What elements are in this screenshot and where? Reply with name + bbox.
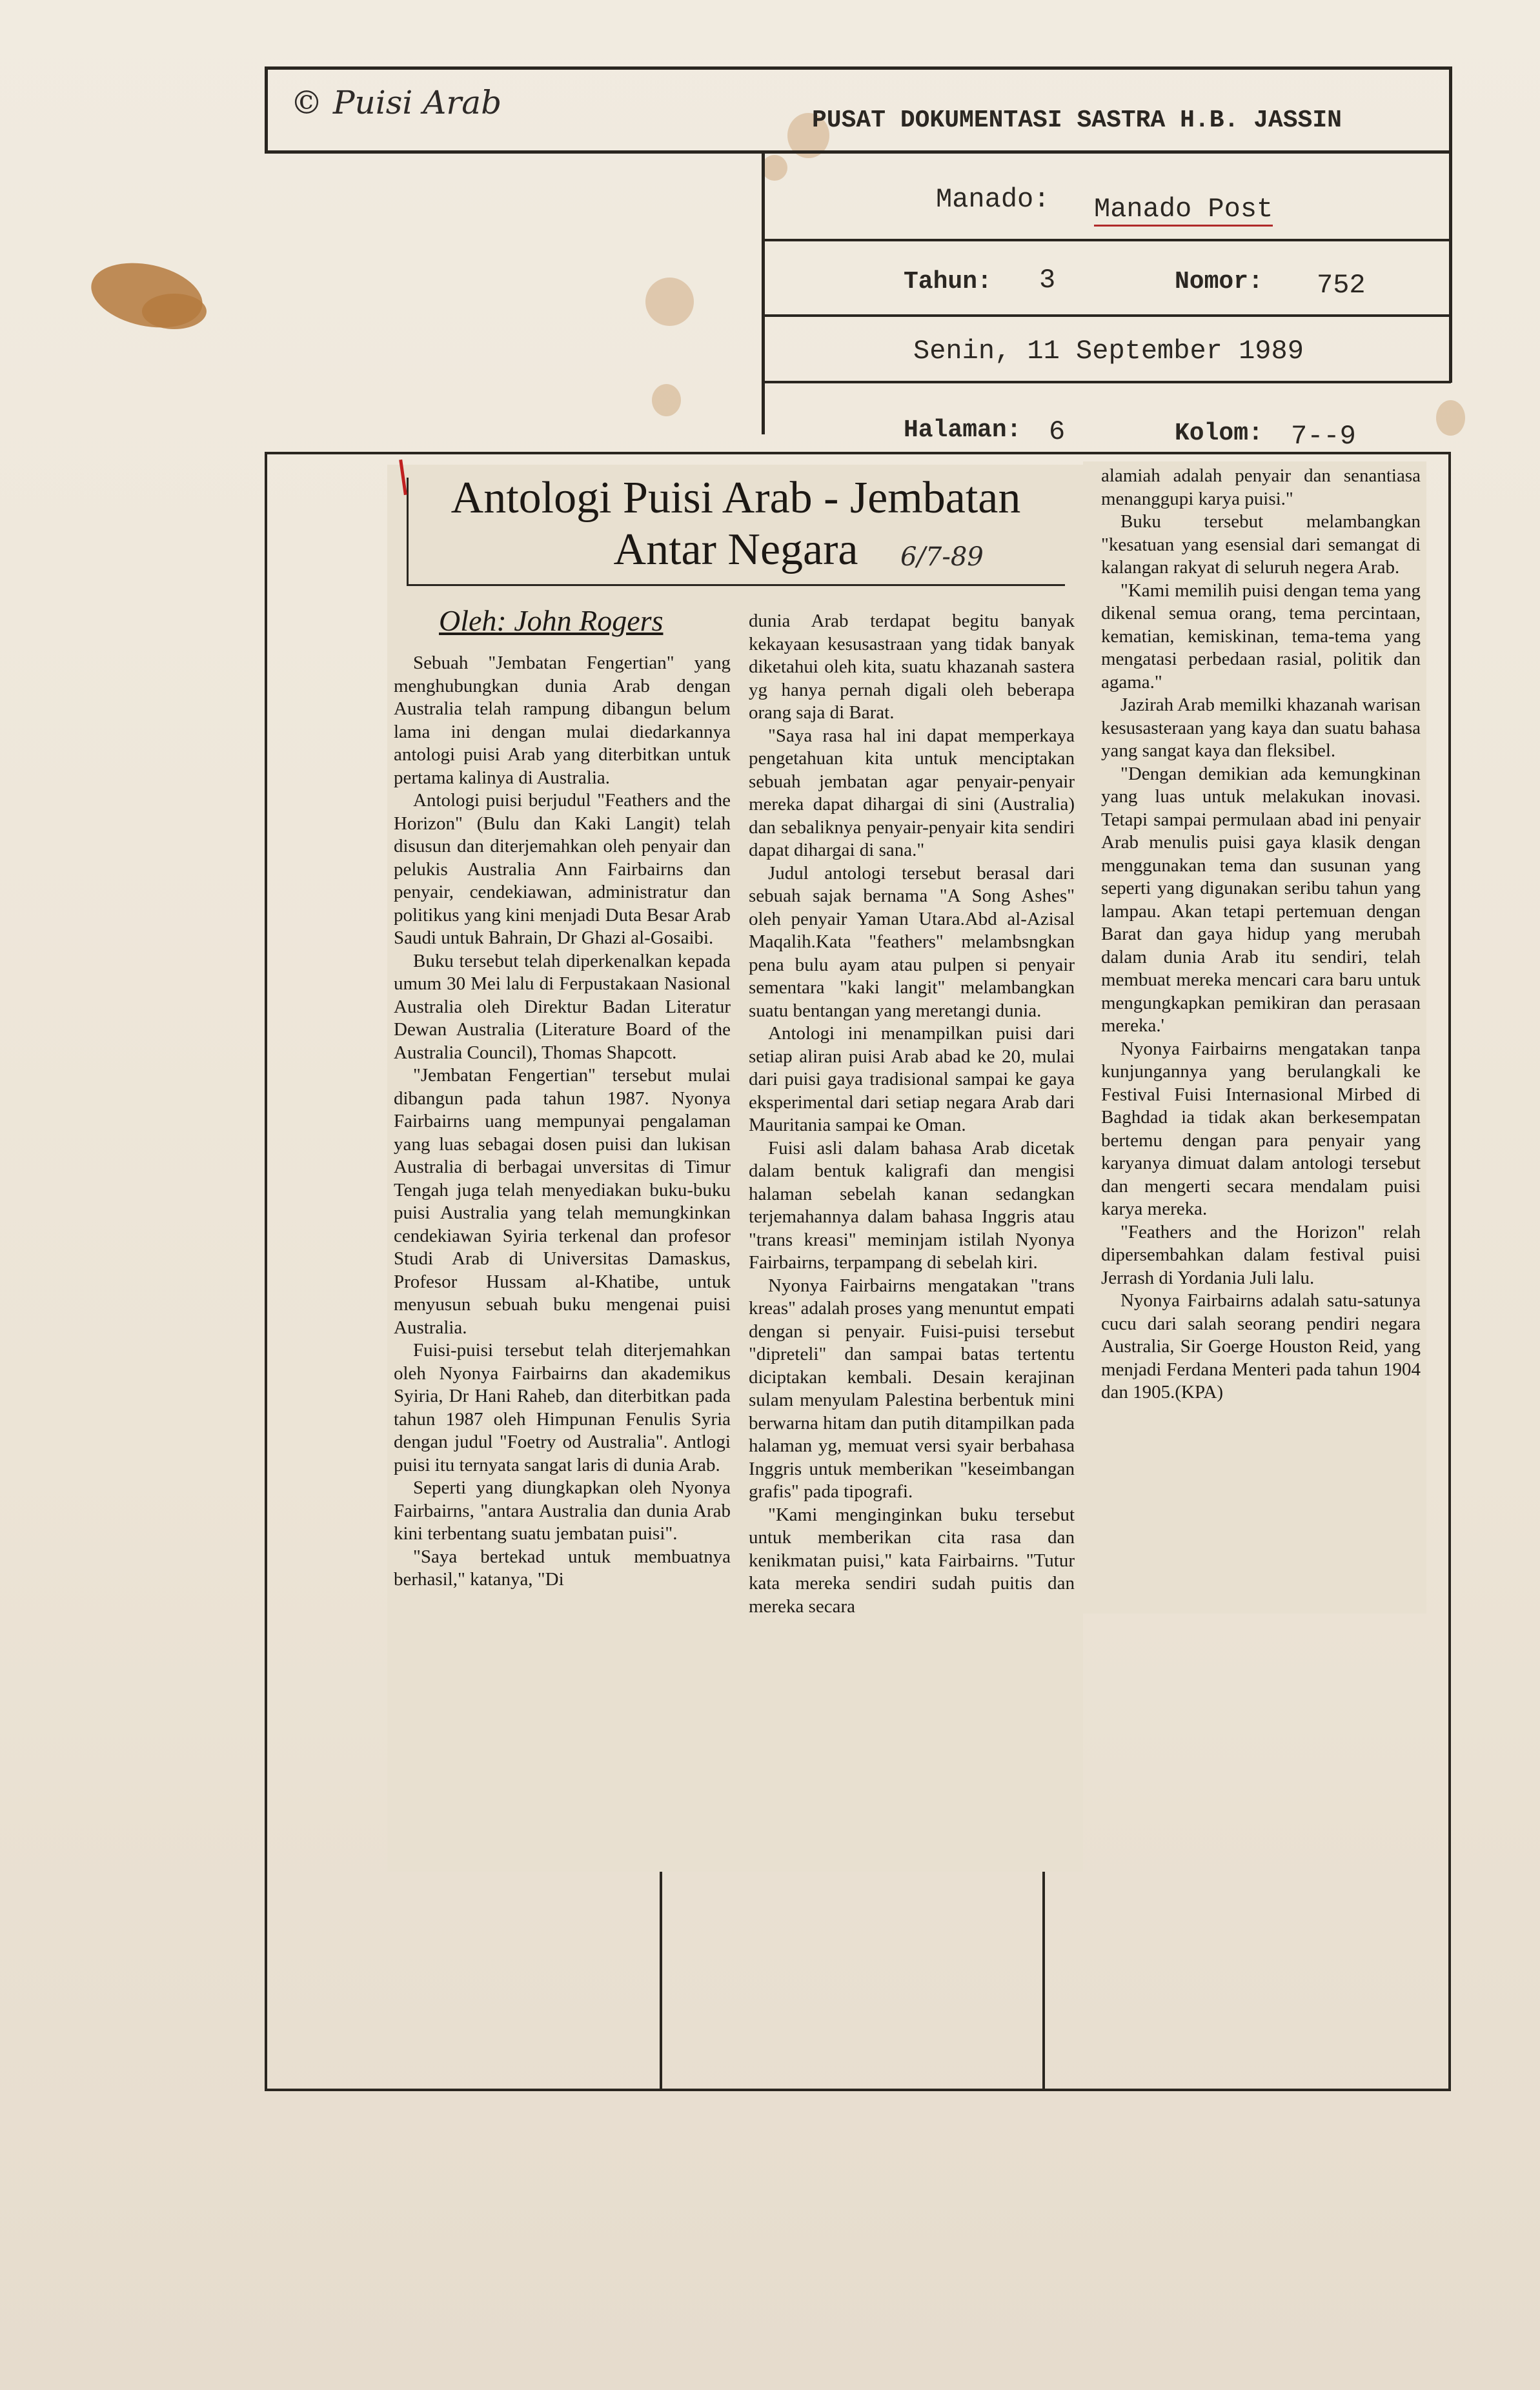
paragraph: Buku tersebut telah diperkenalkan kepada umum 30 Mei lalu di Ferpustakaan Nasional Australia oleh Direktur Badan Literatur Dewan Australia (Literature Board of the Australia Council), Thomas Shapcott. xyxy=(394,950,731,1063)
paragraph: "Feathers and the Horizon" relah dipersembahkan dalam festival puisi Jerrash di Yordania Juli lalu. xyxy=(1101,1221,1421,1288)
stain-top-2 xyxy=(762,155,787,181)
header-row1-border xyxy=(265,150,1452,154)
paragraph: Nyonya Fairbairns mengatakan "trans kreas" adalah proses yang menuntut empati dengan si penyair. Fuisi-puisi tersebut "dipreteli" dan sampai batas tertentu diciptakan kembali. Desain kerajinan sulam menyulam Palestina berbentuk mini berwarna hitam dan putih ditampilkan pada halaman yg, memuat versi syair berbahasa Inggris untuk memberikan "keseimbangan grafis" pada tipografi. xyxy=(749,1275,1075,1502)
article-byline: Oleh: John Rogers xyxy=(439,604,664,637)
paragraph: "Saya rasa hal ini dapat memperkaya pengetahuan kita untuk menciptakan sebuah jembatan agar penyair-penyair mereka dapat dihargai di sini (Australia) dan sebaliknya penyair-penyair kita sendiri dapat dihargai di sana." xyxy=(749,725,1075,860)
paragraph: "Kami memilih puisi dengan tema yang dikenal semua orang, tema percintaan, kematian, kemiskinan, tema-tema yang mengatasi perbedaan rasial, politik dan agama." xyxy=(1101,580,1421,693)
header-right-border xyxy=(1449,66,1452,383)
page-label: Halaman: xyxy=(904,416,1022,444)
header-left-border xyxy=(265,66,268,150)
city-label: Manado: xyxy=(936,184,1050,215)
column-label: Kolom: xyxy=(1175,420,1263,447)
issue-date: Senin, 11 September 1989 xyxy=(913,336,1304,367)
header-top-border xyxy=(265,66,1452,70)
archive-name: PUSAT DOKUMENTASI SASTRA H.B. JASSIN xyxy=(812,106,1342,134)
paragraph: alamiah adalah penyair dan senantiasa menanggupi karya puisi." xyxy=(1101,465,1421,509)
clipping-title-rule xyxy=(407,584,1065,586)
year-label: Tahun: xyxy=(904,268,992,296)
article-column-2 xyxy=(749,610,1075,1618)
paragraph: "Dengan demikian ada kemungkinan yang luas untuk melakukan inovasi. Tetapi sampai permulaan abad ini penyair Arab menulis puisi gaya klasik dengan menggunakan tema dan susunan yang seperti yang digunakan seribu tahun yang lampau. Akan tetapi pertemuan dengan Barat dan gaya hidup yang merubah dalam dunia Arab itu sendiri, telah membuat mereka mencari cara baru untuk mengungkapkan pemikiran dan perasaan mereka.' xyxy=(1101,763,1421,1036)
grid-bottom-line xyxy=(265,2089,1451,2091)
stain-left-2 xyxy=(142,294,207,329)
header-row2-border xyxy=(762,239,1451,241)
paragraph: Jazirah Arab memilki khazanah warisan kesusasteraan yang kaya dan suatu bahasa yang sangat kaya dan fleksibel. xyxy=(1101,694,1421,761)
column-value: 7--9 xyxy=(1291,421,1356,452)
paragraph: Buku tersebut melambangkan "kesatuan yang esensial dari semangat di kalangan rakyat di seluruh negera Arab. xyxy=(1101,511,1421,578)
stain-center-2 xyxy=(652,384,681,416)
paragraph: dunia Arab terdapat begitu banyak kekayaan kesusastraan yang tidak banyak diketahui oleh kita, suatu khazanah sastera yg hanya pernah digali oleh beberapa orang saja di Barat. xyxy=(749,611,1075,723)
article-column-3 xyxy=(1101,465,1421,1404)
grid-top-line xyxy=(265,452,1451,454)
grid-left-line xyxy=(265,452,267,2091)
paragraph: Antologi ini menampilkan puisi dari setiap aliran puisi Arab abad ke 20, mulai dari puisi gaya tradisional sampai ke gaya eksperimental dari setiap negara Arab dari Mauritania sampai ke Oman. xyxy=(749,1023,1075,1135)
page-value: 6 xyxy=(1049,416,1066,447)
stain-right xyxy=(1436,400,1465,436)
article-column-1 xyxy=(394,652,731,1592)
paragraph: Seperti yang diungkapkan oleh Nyonya Fairbairns, "antara Australia dan dunia Arab kini terbentang suatu jembatan puisi". xyxy=(394,1477,731,1544)
number-label: Nomor: xyxy=(1175,268,1263,296)
paragraph: Nyonya Fairbairns mengatakan tanpa kunjungannya yang berulangkali ke Festival Fuisi Internasional Mirbed di Baghdad ia tidak akan berkesempatan bertemu dengan para penyair yang karyanya dimuat dalam antologi tersebut dan mengerti secara mendalam puisi karya mereka. xyxy=(1101,1038,1421,1219)
article-title-line2: Antar Negara xyxy=(613,525,858,574)
header-divider-vertical xyxy=(762,150,765,434)
paragraph: Sebuah "Jembatan Fengertian" yang menghubungkan dunia Arab dengan Australia telah rampung dibangun belum lama ini dengan mulai diedarkannya antologi puisi Arab yang diterbitkan untuk pertama kalinya di Australia. xyxy=(394,653,731,788)
header-row4-border xyxy=(762,381,1451,383)
paragraph: Judul antologi tersebut berasal dari sebuah sajak bernama "A Song Ashes" oleh penyair Yaman Utara.Abd al-Azisal Maqalih.Kata "feathers" melambsngkan pena bulu ayam atau pulpen si penyair sementara "kaki langit" melambangkan suatu bentangan yang meretangi dunia. xyxy=(749,862,1075,1021)
paragraph: Fuisi asli dalam bahasa Arab dicetak dalam bentuk kaligrafi dan mengisi halaman sebelah kanan sedangkan terjemahannya dalam bahasa Inggris atau "trans kreasi" meminjam istilah Nyonya Fairbairns, terpampang di sebelah kiri. xyxy=(749,1137,1075,1273)
header-row3-border xyxy=(762,314,1451,317)
paragraph: Nyonya Fairbairns adalah satu-satunya cucu dari salah seorang pendiri negara Australia, Sir Goerge Houston Reid, yang menjadi Ferdana Menteri pada tahun 1904 dan 1905.(KPA) xyxy=(1101,1290,1421,1403)
paragraph: Antologi puisi berjudul "Feathers and the Horizon" (Bulu dan Kaki Langit) telah disusun dan diterjemahkan oleh penyair dan pelukis Australia Ann Fairbairns dan penyair, cendekiawan, administratur dan politikus yang kini menjadi Duta Besar Arab Saudi untuk Bahrain, Dr Ghazi al-Gosaibi. xyxy=(394,790,731,948)
date-annotation: 6/7-89 xyxy=(900,542,984,572)
grid-right-line xyxy=(1448,452,1451,2091)
grid-col-line-1 xyxy=(660,1872,662,2091)
paragraph: "Kami menginginkan buku tersebut untuk memberikan cita rasa dan kenikmatan puisi," kata Fairbairns. "Tutur kata mereka sendiri sudah puitis dan mereka secara xyxy=(749,1504,1075,1617)
year-value: 3 xyxy=(1039,265,1056,296)
article-title-line1: Antologi Puisi Arab - Jembatan xyxy=(451,473,1021,523)
stain-center xyxy=(645,278,694,326)
paragraph: "Saya bertekad untuk membuatnya berhasil," katanya, "Di xyxy=(394,1546,731,1590)
handwritten-note: © Puisi Arab xyxy=(290,84,502,121)
paragraph: "Jembatan Fengertian" tersebut mulai dibangun pada tahun 1987. Nyonya Fairbairns uang mempunyai pengalaman yang luas sebagai dosen puisi dan lukisan Australia di berbagai unversitas di Timur Tengah juga telah menyediakan buku-buku puisi Australia yang telah memungkinkan cendekiawan Syiria terkenal dan profesor Studi Arab di Universitas Damaskus, Profesor Hussam al-Khatibe, untuk menyusun sebuah buku mengenai puisi Australia. xyxy=(394,1065,731,1338)
number-value: 752 xyxy=(1317,270,1366,301)
newspaper-name: Manado Post xyxy=(1094,194,1273,227)
paragraph: Fuisi-puisi tersebut telah diterjemahkan oleh Nyonya Fairbairns dan akademikus Syiria, Dr Hani Raheb, dan diterbitkan pada tahun 1987 oleh Himpunan Fenulis Syria dengan judul "Foetry od Australia". Antlogi puisi itu ternyata sangat laris di dunia Arab. xyxy=(394,1340,731,1475)
